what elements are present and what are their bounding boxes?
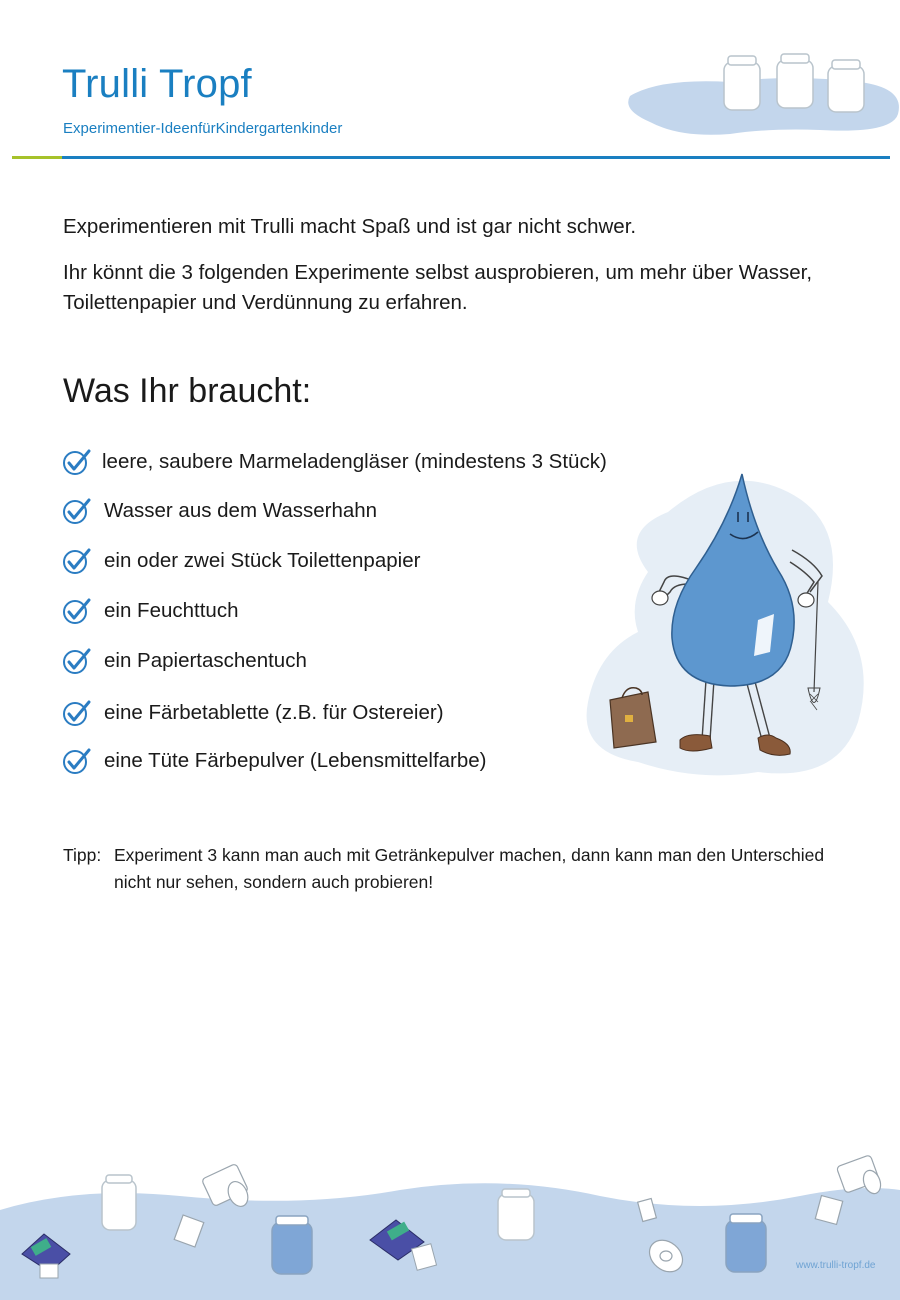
footer-url: www.trulli-tropf.de <box>796 1260 876 1271</box>
materials-heading: Was Ihr braucht: <box>63 372 312 410</box>
header-divider <box>62 156 890 159</box>
checklist-item <box>62 645 307 677</box>
checklist-item-label: eine Tüte Färbepulver (Lebensmittelfarbe) <box>104 749 487 772</box>
checklist-item-label: eine Färbetablette (z.B. für Ostereier) <box>104 701 444 724</box>
checklist-item <box>62 446 607 478</box>
intro-paragraph: Ihr könnt die 3 folgenden Experimente selbst ausprobieren, um mehr über Wasser, Toilettenpapier und Verdünnung zu erfahren. <box>63 261 813 314</box>
checkmark-icon <box>62 646 92 676</box>
checklist-item <box>62 495 377 527</box>
checklist-item-label: ein Feuchttuch <box>104 599 239 622</box>
checkmark-icon <box>62 596 92 626</box>
checkmark-icon <box>62 746 92 776</box>
checklist-item <box>62 545 420 577</box>
jar-icon <box>102 1175 136 1230</box>
jar-icon <box>726 1214 766 1272</box>
jar-icon <box>498 1189 534 1240</box>
intro-text <box>63 212 863 334</box>
header-divider-accent <box>12 156 62 159</box>
checkmark-icon <box>62 447 92 477</box>
checklist-item-label: leere, saubere Marmeladengläser (mindestens 3 Stück) <box>102 450 607 473</box>
tip-text: Experiment 3 kann man auch mit Getränkepulver machen, dann kann man den Unterschied nicht nur sehen, sondern auch probieren! <box>114 845 825 892</box>
checklist-item <box>62 745 487 777</box>
tip-label: Tipp: <box>63 845 102 865</box>
jar-icon <box>272 1216 312 1274</box>
checklist-item-label: ein oder zwei Stück Toilettenpapier <box>104 549 421 572</box>
footer-illustration <box>0 1150 900 1300</box>
checklist-item-label: ein Papiertaschentuch <box>104 649 307 672</box>
page-subtitle: Experimentier-IdeenfürKindergartenkinder <box>63 120 343 137</box>
checkmark-icon <box>62 546 92 576</box>
checklist-item <box>62 697 444 729</box>
checkmark-icon <box>62 496 92 526</box>
header-jars-illustration <box>620 48 900 158</box>
checklist-item <box>62 595 238 627</box>
checklist-item-label: Wasser aus dem Wasserhahn <box>104 499 378 522</box>
page-title: Trulli Tropf <box>62 62 252 106</box>
intro-paragraph: Experimentieren mit Trulli macht Spaß und ist gar nicht schwer. <box>63 215 637 238</box>
checkmark-icon <box>62 698 92 728</box>
water-drop-mascot <box>578 452 888 787</box>
